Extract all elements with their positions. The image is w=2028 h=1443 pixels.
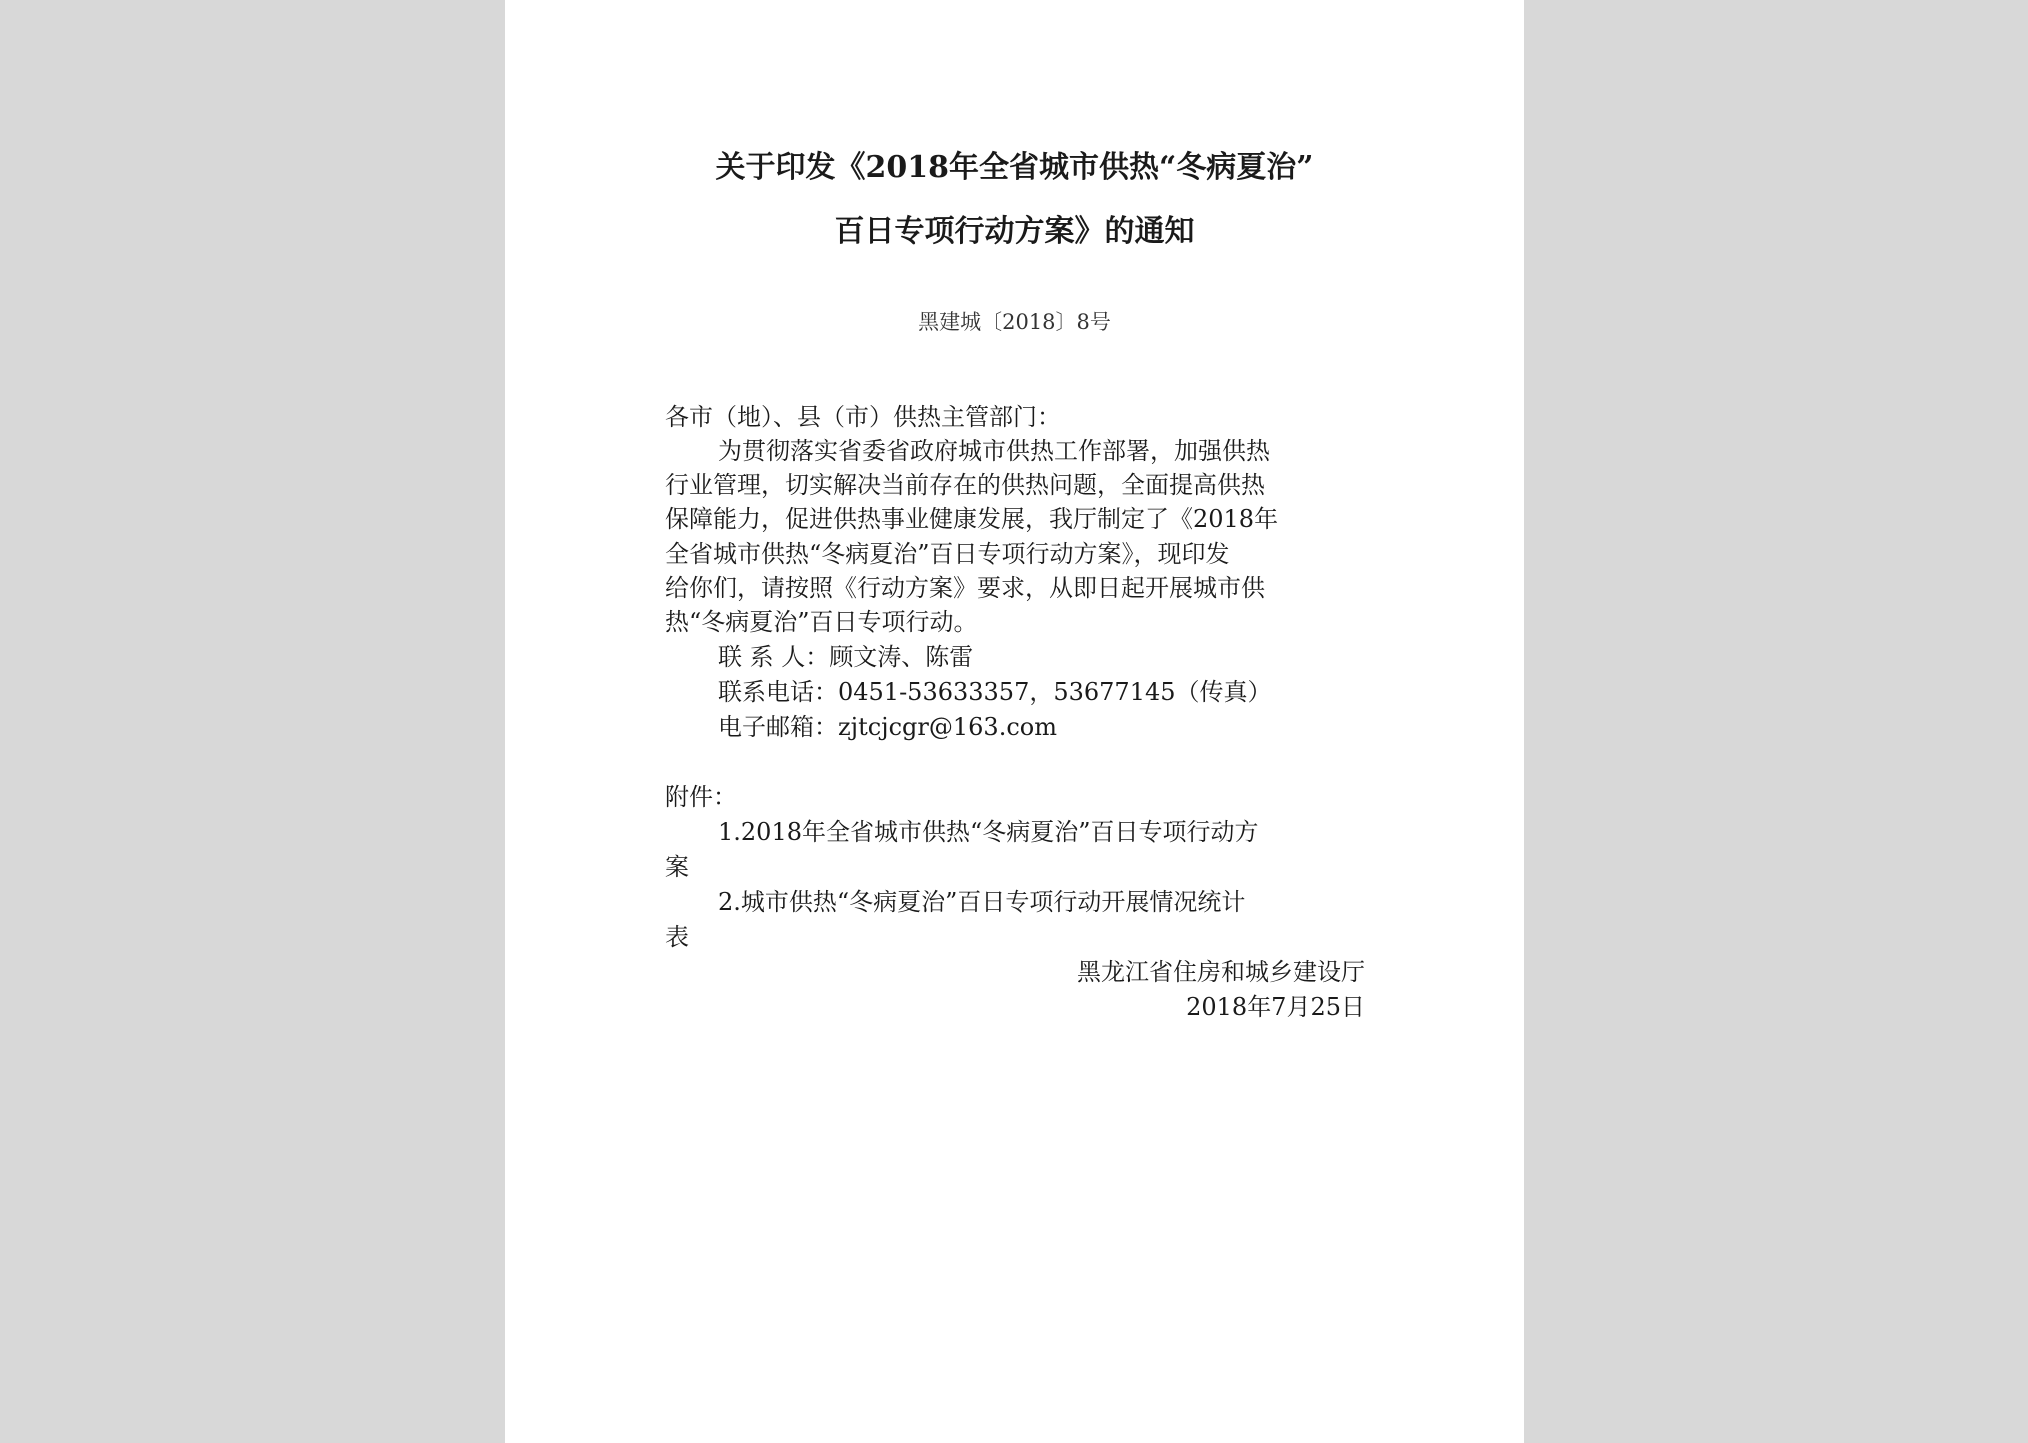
issue-date: 2018年7月25日 — [1186, 993, 1365, 1021]
attachment-item-2-continued: 表 — [665, 923, 689, 951]
document-body — [665, 400, 1365, 1060]
paragraph-line: 全省城市供热“冬病夏治”百日专项行动方案》，现印发 — [665, 540, 1230, 568]
paragraph-line: 保障能力，促进供热事业健康发展，我厅制定了《2018年 — [665, 505, 1279, 533]
attachment-item-2: 2.城市供热“冬病夏治”百日专项行动开展情况统计 — [718, 888, 1246, 916]
paragraph-line: 热“冬病夏治”百日专项行动。 — [665, 608, 978, 636]
document-number: 黑建城〔2018〕8号 — [918, 310, 1111, 334]
attachment-item-1-continued: 案 — [665, 853, 689, 881]
contact-phone: 联系电话：0451-53633357，53677145（传真） — [718, 678, 1272, 706]
paragraph-line: 给你们，请按照《行动方案》要求，从即日起开展城市供 — [665, 574, 1265, 602]
document-page — [505, 0, 1524, 1443]
contact-person: 联 系 人：顾文涛、陈雷 — [718, 643, 974, 671]
attachments-heading: 附件： — [665, 783, 737, 811]
document-title-line-1: 关于印发《2018年全省城市供热“冬病夏治” — [715, 150, 1314, 185]
paragraph-line: 为贯彻落实省委省政府城市供热工作部署，加强供热 — [718, 437, 1270, 465]
attachment-item-1: 1.2018年全省城市供热“冬病夏治”百日专项行动方 — [718, 818, 1259, 846]
document-title-line-2: 百日专项行动方案》的通知 — [834, 214, 1195, 249]
issuing-organization: 黑龙江省住房和城乡建设厅 — [1077, 958, 1365, 986]
paragraph-line: 行业管理，切实解决当前存在的供热问题，全面提高供热 — [665, 471, 1265, 499]
salutation: 各市（地）、县（市）供热主管部门： — [665, 403, 1061, 431]
contact-email: 电子邮箱：zjtcjcgr@163.com — [718, 713, 1057, 741]
